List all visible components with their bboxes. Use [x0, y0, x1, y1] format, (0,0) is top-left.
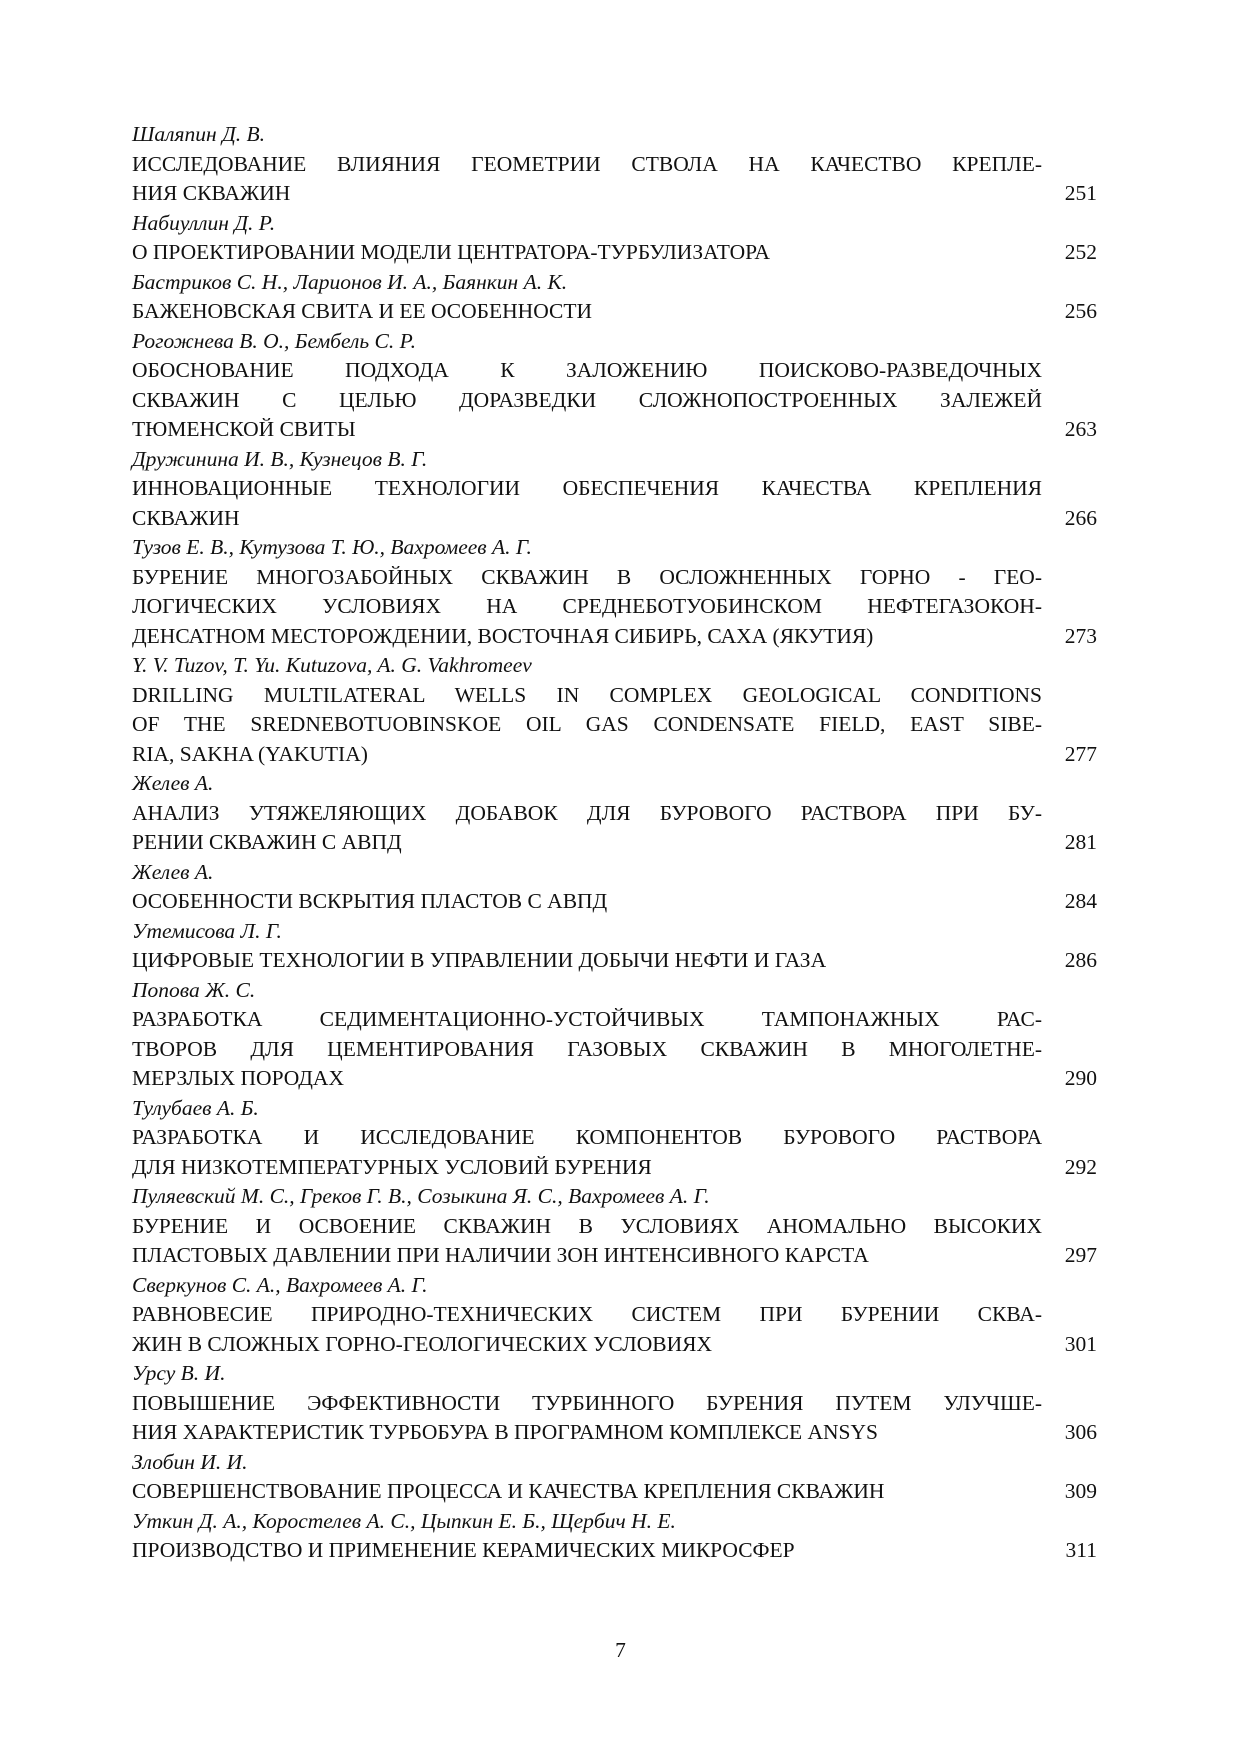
toc-entry-page-number: 256 [1064, 299, 1097, 323]
toc-entry-author: Набиуллин Д. Р. [132, 210, 276, 235]
toc-entry-page-number: 266 [1064, 505, 1097, 530]
toc-entry-title-row [132, 1123, 1097, 1182]
toc-entry-title-line: ТЮМЕНСКОЙ СВИТЫ [132, 417, 356, 441]
toc-entry [132, 268, 1097, 327]
toc-entry-page-number: 273 [1064, 623, 1097, 648]
toc-entry-title-row [132, 1005, 1097, 1094]
toc-entry-title-line: АНАЛИЗ УТЯЖЕЛЯЮЩИХ ДОБАВОК ДЛЯ БУРОВОГО РАСТВОРА ПРИ БУ- [132, 800, 1042, 825]
toc-entry-title-row [132, 297, 1097, 327]
toc-entry-title-row [132, 150, 1097, 209]
toc-entry-title [132, 1300, 1042, 1359]
toc-entry [132, 1507, 1097, 1566]
toc-entry-author: Пуляевский М. С., Греков Г. В., Созыкина Я. С., Вахромеев А. Г. [132, 1184, 710, 1208]
toc-entry-title [132, 150, 1042, 209]
toc-entry-author: Уткин Д. А., Коростелев А. С., Цыпкин Е. Б., Щербич Н. Е. [132, 1508, 676, 1533]
toc-entry-title-line: МЕРЗЛЫХ ПОРОДАХ [132, 1066, 344, 1090]
toc-entry-page-number: 306 [1064, 1420, 1097, 1444]
toc-entry-title-line: СОВЕРШЕНСТВОВАНИЕ ПРОЦЕССА И КАЧЕСТВА КРЕПЛЕНИЯ СКВАЖИН [132, 1479, 885, 1503]
toc-entry-title-line: ОБОСНОВАНИЕ ПОДХОДА К ЗАЛОЖЕНИЮ ПОИСКОВО-РАЗВЕДОЧНЫХ [132, 358, 1042, 382]
toc-entry [132, 917, 1097, 976]
toc-entry [132, 1448, 1097, 1507]
toc-entry-author: Желев А. [132, 859, 214, 884]
toc-entry-title-line: RIA, SAKHA (YAKUTIA) [132, 741, 368, 766]
toc-entry [132, 209, 1097, 268]
toc-entry-title-line: РЕНИИ СКВАЖИН С АВПД [132, 830, 402, 854]
toc-entry-title-line: ИССЛЕДОВАНИЕ ВЛИЯНИЯ ГЕОМЕТРИИ СТВОЛА НА КАЧЕСТВО КРЕПЛЕ- [132, 151, 1042, 176]
toc-entry-title-line: ОСОБЕННОСТИ ВСКРЫТИЯ ПЛАСТОВ С АВПД [132, 889, 608, 913]
toc-entry-title [132, 238, 1042, 268]
toc-entry-page-number: 281 [1064, 830, 1097, 854]
toc-entry-title-line: ЖИН В СЛОЖНЫХ ГОРНО-ГЕОЛОГИЧЕСКИХ УСЛОВИЯХ [132, 1331, 712, 1356]
toc-entry-page-number: 252 [1064, 240, 1097, 264]
toc-entry-title [132, 1536, 1042, 1566]
toc-entry-title-line: DRILLING MULTILATERAL WELLS IN COMPLEX GEOLOGICAL CONDITIONS [132, 682, 1042, 707]
toc-entry-page-number: 263 [1064, 417, 1097, 441]
toc-entry-title [132, 799, 1042, 858]
toc-entry-page-number: 292 [1064, 1154, 1097, 1179]
toc-entry-author: Злобин И. И. [132, 1449, 248, 1474]
toc-entry-title-row [132, 356, 1097, 445]
toc-entry-author: Тулубаев А. Б. [132, 1095, 259, 1120]
table-of-contents [132, 120, 1097, 1566]
toc-entry-title-row [132, 563, 1097, 652]
toc-entry-title [132, 297, 1042, 327]
toc-entry-title-line: РАВНОВЕСИЕ ПРИРОДНО-ТЕХНИЧЕСКИХ СИСТЕМ ПРИ БУРЕНИИ СКВА- [132, 1302, 1042, 1326]
toc-entry-title-row [132, 1477, 1097, 1507]
toc-entry-title-row [132, 887, 1097, 917]
toc-entry-title-line: БУРЕНИЕ И ОСВОЕНИЕ СКВАЖИН В УСЛОВИЯХ АНОМАЛЬНО ВЫСОКИХ [132, 1213, 1042, 1238]
toc-entry-title-line: РАЗРАБОТКА СЕДИМЕНТАЦИОННО-УСТОЙЧИВЫХ ТАМПОНАЖНЫХ РАС- [132, 1007, 1042, 1031]
toc-entry-page-number: 297 [1064, 1243, 1097, 1267]
toc-entry [132, 327, 1097, 445]
toc-entry-title-row [132, 1536, 1097, 1566]
toc-entry-author: Попова Ж. С. [132, 977, 256, 1002]
toc-entry-title-row [132, 946, 1097, 976]
toc-entry-title-line: БАЖЕНОВСКАЯ СВИТА И ЕЕ ОСОБЕННОСТИ [132, 299, 592, 323]
toc-entry [132, 533, 1097, 651]
toc-entry-page-number: 251 [1064, 181, 1097, 205]
toc-entry-title-line: НИЯ СКВАЖИН [132, 181, 291, 205]
toc-entry-title-row [132, 238, 1097, 268]
toc-entry-page-number: 277 [1064, 741, 1097, 766]
toc-entry-page-number: 290 [1064, 1066, 1097, 1090]
toc-entry-title-line: БУРЕНИЕ МНОГОЗАБОЙНЫХ СКВАЖИН В ОСЛОЖНЕННЫХ ГОРНО - ГЕО- [132, 564, 1042, 589]
toc-entry-author: Сверкунов С. А., Вахромеев А. Г. [132, 1272, 428, 1297]
toc-entry-author: Дружинина И. В., Кузнецов В. Г. [132, 446, 428, 471]
toc-entry [132, 858, 1097, 917]
toc-entry-title-line: ПЛАСТОВЫХ ДАВЛЕНИИ ПРИ НАЛИЧИИ ЗОН ИНТЕНСИВНОГО КАРСТА [132, 1243, 869, 1267]
toc-entry [132, 1359, 1097, 1448]
toc-entry-title [132, 563, 1042, 652]
toc-entry [132, 120, 1097, 209]
toc-entry-title-row [132, 474, 1097, 533]
toc-entry-title-line: OF THE SREDNEBOTUOBINSKOE OIL GAS CONDENSATE FIELD, EAST SIBE- [132, 712, 1042, 736]
toc-entry-title [132, 1477, 1042, 1507]
toc-entry-title-row [132, 1300, 1097, 1359]
toc-entry-title-line: ЦИФРОВЫЕ ТЕХНОЛОГИИ В УПРАВЛЕНИИ ДОБЫЧИ НЕФТИ И ГАЗА [132, 948, 827, 972]
toc-entry-title [132, 1123, 1042, 1182]
toc-entry-title-line: ДЕНСАТНОМ МЕСТОРОЖДЕНИИ, ВОСТОЧНАЯ СИБИРЬ, САХА (ЯКУТИЯ) [132, 623, 874, 648]
toc-entry-author: Шаляпин Д. В. [132, 122, 266, 146]
toc-entry-author: Желев А. [132, 771, 214, 795]
toc-entry-author: Y. V. Tuzov, T. Yu. Kutuzova, A. G. Vakhromeev [132, 653, 532, 677]
toc-entry-title-row [132, 1389, 1097, 1448]
toc-entry-title-line: ТВОРОВ ДЛЯ ЦЕМЕНТИРОВАНИЯ ГАЗОВЫХ СКВАЖИН В МНОГОЛЕТНЕ- [132, 1036, 1042, 1061]
toc-entry-page-number: 311 [1065, 1538, 1097, 1562]
toc-entry-title-row [132, 1212, 1097, 1271]
toc-entry [132, 769, 1097, 858]
toc-entry-author: Рогожнева В. О., Бембель С. Р. [132, 328, 416, 353]
toc-entry-title [132, 356, 1042, 445]
toc-entry [132, 1271, 1097, 1360]
toc-entry-title [132, 474, 1042, 533]
toc-entry [132, 651, 1097, 769]
toc-entry-title-line: СКВАЖИН С ЦЕЛЬЮ ДОРАЗВЕДКИ СЛОЖНОПОСТРОЕННЫХ ЗАЛЕЖЕЙ [132, 387, 1042, 412]
toc-entry-title-line: ИННОВАЦИОННЫЕ ТЕХНОЛОГИИ ОБЕСПЕЧЕНИЯ КАЧЕСТВА КРЕПЛЕНИЯ [132, 476, 1042, 500]
toc-entry-title-row [132, 681, 1097, 770]
page-number: 7 [615, 1638, 626, 1662]
toc-entry-title-line: ПОВЫШЕНИЕ ЭФФЕКТИВНОСТИ ТУРБИННОГО БУРЕНИЯ ПУТЕМ УЛУЧШЕ- [132, 1390, 1042, 1415]
toc-entry-title [132, 681, 1042, 770]
toc-entry [132, 445, 1097, 534]
toc-entry-title-line: СКВАЖИН [132, 505, 240, 530]
toc-entry-title-row [132, 799, 1097, 858]
toc-entry-page-number: 286 [1064, 948, 1097, 972]
toc-entry-title-line: ДЛЯ НИЗКОТЕМПЕРАТУРНЫХ УСЛОВИЙ БУРЕНИЯ [132, 1154, 652, 1179]
toc-entry-title-line: НИЯ ХАРАКТЕРИСТИК ТУРБОБУРА В ПРОГРАМНОМ КОМПЛЕКСЕ ANSYS [132, 1420, 878, 1444]
toc-entry-title [132, 1005, 1042, 1094]
toc-entry-page-number: 309 [1064, 1479, 1097, 1503]
toc-entry-author: Бастриков С. Н., Ларионов И. А., Баянкин А. К. [132, 269, 568, 294]
toc-entry-title-line: О ПРОЕКТИРОВАНИИ МОДЕЛИ ЦЕНТРАТОРА-ТУРБУЛИЗАТОРА [132, 240, 770, 264]
toc-entry-page-number: 301 [1064, 1331, 1097, 1356]
toc-entry [132, 976, 1097, 1094]
toc-entry-title-line: ПРОИЗВОДСТВО И ПРИМЕНЕНИЕ КЕРАМИЧЕСКИХ МИКРОСФЕР [132, 1538, 795, 1562]
toc-entry-author: Утемисова Л. Г. [132, 918, 282, 943]
toc-entry-page-number: 284 [1064, 889, 1097, 913]
toc-entry [132, 1094, 1097, 1183]
toc-entry-title-line: РАЗРАБОТКА И ИССЛЕДОВАНИЕ КОМПОНЕНТОВ БУРОВОГО РАСТВОРА [132, 1125, 1042, 1149]
toc-entry-title [132, 1389, 1042, 1448]
toc-entry-author: Тузов Е. В., Кутузова Т. Ю., Вахромеев А. Г. [132, 535, 532, 559]
toc-entry-title [132, 887, 1042, 917]
toc-entry-title [132, 946, 1042, 976]
toc-entry [132, 1182, 1097, 1271]
toc-entry-author: Урсу В. И. [132, 1361, 226, 1385]
toc-entry-title-line: ЛОГИЧЕСКИХ УСЛОВИЯХ НА СРЕДНЕБОТУОБИНСКОМ НЕФТЕГАЗОКОН- [132, 594, 1042, 618]
toc-entry-title [132, 1212, 1042, 1271]
